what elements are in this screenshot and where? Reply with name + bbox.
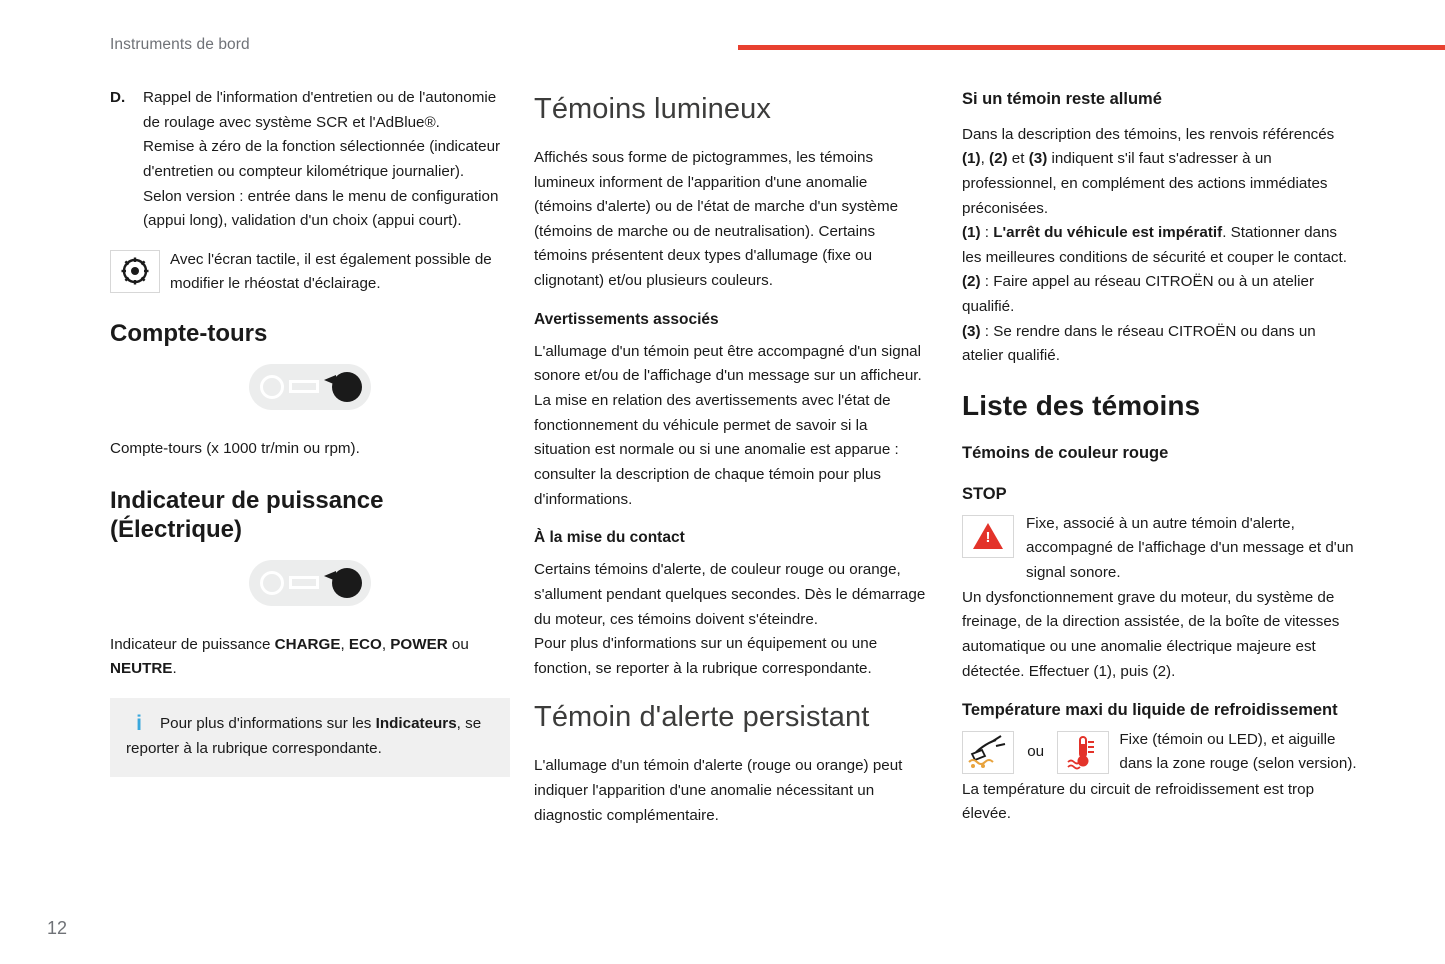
renvoi-2-text: (2) : Faire appel au réseau CITROËN ou à un atelier qualifié. [962,273,1315,316]
subheading-temoin-reste-allume: Si un témoin reste allumé [962,90,1162,108]
compte-tours-caption: Compte-tours (x 1000 tr/min ou rpm). [110,439,360,457]
item-line-3: Selon version : entrée dans le menu de configuration (appui long), validation d'un choix (appui court). [143,187,499,230]
avertissements-p2: La mise en relation des avertissements avec l'état de fonctionnement du véhicule permet de savoir si la situation est normale ou si une anomalie est apparue : consulter la description de chaque témoin pour plus d'informations. [534,392,899,508]
subheading-temperature-maxi: Température maxi du liquide de refroidissement [962,701,1338,720]
contact-p1: Certains témoins d'alerte, de couleur rouge ou orange, s'allument pendant quelques secondes. Dès le démarrage du moteur, ces témoins doivent s'éteindre. [534,561,926,628]
temperature-temoin-text-2: La température du circuit de refroidissement est trop élevée. [962,780,1315,823]
heading-temoin-alerte-persistant: Témoin d'alerte persistant [534,701,870,734]
page-number: 12 [47,918,68,938]
subheading-avertissements: Avertissements associés [534,310,719,328]
info-callout-box [110,698,510,777]
red-warning-triangle-icon [962,515,1014,558]
coolant-level-icon [962,731,1014,774]
column-middle [534,86,926,828]
info-callout-text: Pour plus d'informations sur les Indicateurs, se reporter à la rubrique correspondante. [126,714,482,757]
item-letter: D. [110,89,126,106]
rheostat-note-text: Avec l'écran tactile, il est également possible de modifier le rhéostat d'éclairage. [170,250,492,293]
renvois-text: Dans la description des témoins, les renvois référencés (1), (2) et (3) indiquent s'il faut s'adresser à un professionnel, en complément des actions immédiates préconisées. [962,125,1335,217]
power-gauge-icon [110,560,510,615]
coolant-temperature-icon [1057,731,1109,774]
gear-icon [110,250,160,293]
temperature-icon-group [962,731,1109,774]
column-left [110,86,510,777]
page-header [110,36,1445,60]
heading-liste-des-temoins: Liste des témoins [962,389,1201,421]
heading-indicateur-puissance: Indicateur de puissance (Électrique) [110,486,384,543]
temoins-intro: Affichés sous forme de pictogrammes, les témoins lumineux informent de l'apparition d'une anomalie (témoins d'alerte) ou de l'état de marche d'un système (témoins de marche ou de neutralisation). Certains témoins présentent deux types d'allumage (fixe ou clignotant) et/ou plusieurs couleurs. [534,148,899,290]
heading-compte-tours: Compte-tours [110,320,268,347]
column-right [962,86,1357,827]
ou-label: ou [1027,743,1045,761]
temperature-temoin-text: Fixe (témoin ou LED), et aiguille dans la zone rouge (selon version). [1119,730,1357,773]
contact-p2: Pour plus d'informations sur un équipement ou une fonction, se reporter à la rubrique correspondante. [534,635,878,677]
item-line-2: Remise à zéro de la fonction sélectionnée (indicateur d'entretien ou compteur kilométrique journalier). [143,138,501,180]
info-icon: i [136,711,142,735]
lettered-item-d [110,86,510,234]
temperature-temoin-block [962,728,1357,778]
renvoi-3-text: (3) : Se rendre dans le réseau CITROËN ou dans un atelier qualifié. [962,322,1316,365]
indicateur-caption: Indicateur de puissance CHARGE, ECO, POWER ou NEUTRE. [110,635,469,678]
alerte-persistant-text: L'allumage d'un témoin d'alerte (rouge ou orange) peut indiquer l'apparition d'une anomalie nécessitant un diagnostic complémentaire. [534,757,903,824]
subheading-temoins-rouge: Témoins de couleur rouge [962,444,1169,463]
item-line-1: Rappel de l'information d'entretien ou de l'autonomie de roulage avec système SCR et l'AdBlue®. [143,89,497,131]
avertissements-p1: L'allumage d'un témoin peut être accompagné d'un signal sonore et/ou de l'affichage d'un message sur un afficheur. [534,342,922,385]
subheading-stop: STOP [962,485,1007,504]
header-section-title: Instruments de bord [110,36,250,53]
header-red-rule [738,45,1445,50]
page-title-temoins-lumineux: Témoins lumineux [534,93,771,125]
renvoi-1-text: (1) : L'arrêt du véhicule est impératif. Stationner dans les meilleures conditions de sécurité et couper le contact. [962,224,1347,266]
stop-temoin-text: Fixe, associé à un autre témoin d'alerte, accompagné de l'affichage d'un message et d'un signal sonore. [1026,514,1354,582]
stop-temoin-block [962,512,1357,586]
tachometer-gauge-icon [110,364,510,419]
rheostat-note [110,248,510,297]
stop-temoin-text-2: Un dysfonctionnement grave du moteur, du système de freinage, de la direction assistée, de la boîte de vitesses automatique ou une anomalie électrique majeure est détectée. Effectuer (1), puis (2). [962,588,1340,680]
subheading-mise-du-contact: À la mise du contact [534,529,685,547]
